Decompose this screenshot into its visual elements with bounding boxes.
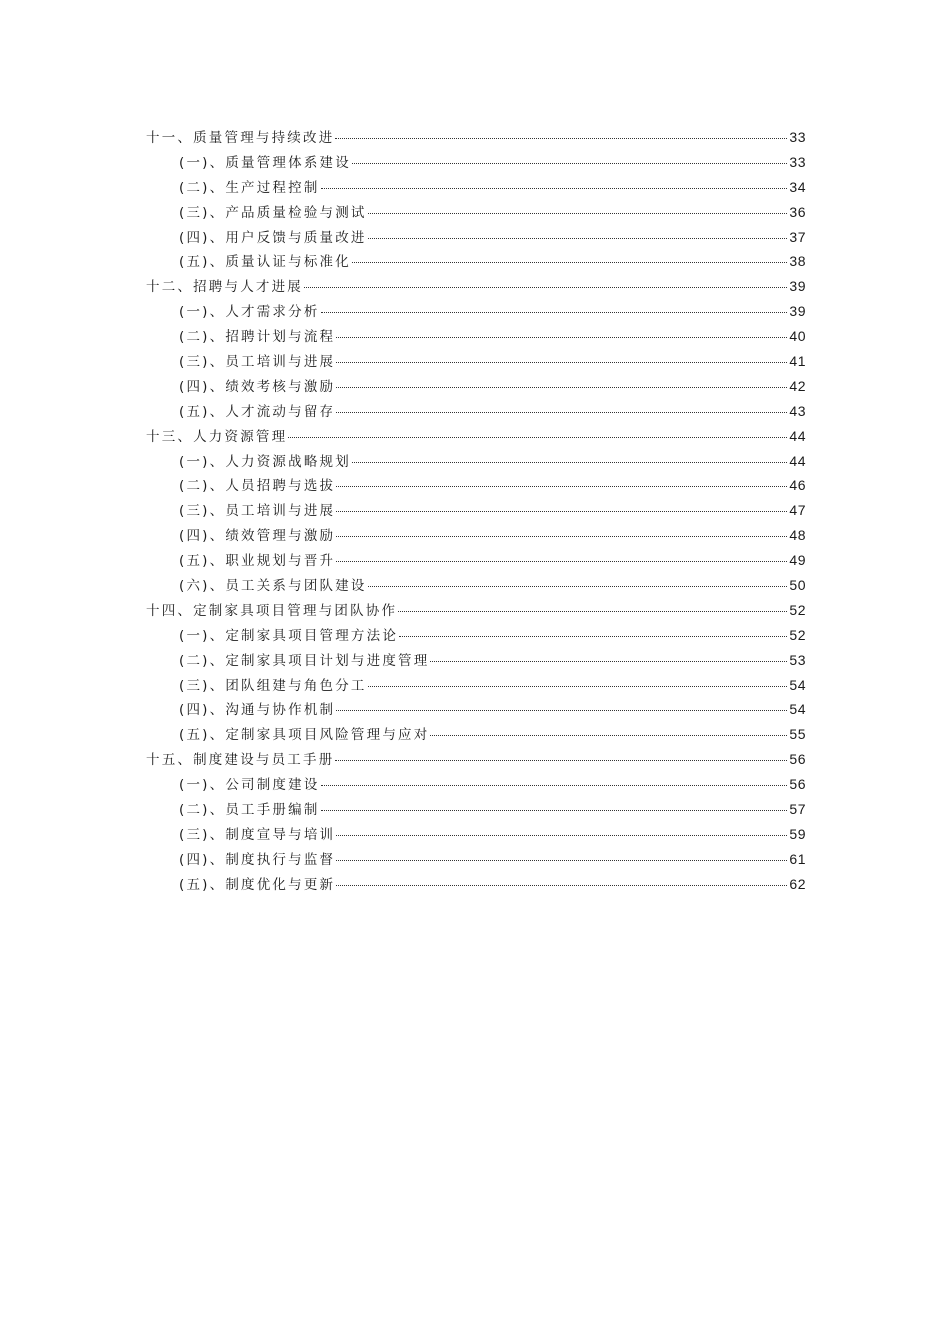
- toc-entry-page-number: 53: [789, 651, 806, 668]
- toc-section-entry[interactable]: [146, 847, 806, 872]
- toc-section-entry[interactable]: [146, 623, 806, 648]
- toc-dot-leader: [368, 586, 788, 587]
- toc-dot-leader: [321, 810, 788, 811]
- toc-dot-leader: [336, 835, 787, 836]
- toc-chapter-entry[interactable]: [146, 598, 806, 623]
- toc-dot-leader: [336, 412, 787, 413]
- toc-section-entry[interactable]: [146, 673, 806, 698]
- toc-entry-page-number: 59: [789, 825, 806, 842]
- toc-entry-page-number: 57: [789, 801, 806, 818]
- toc-section-entry[interactable]: [146, 175, 806, 200]
- toc-dot-leader: [430, 661, 787, 662]
- toc-section-entry[interactable]: [146, 449, 806, 474]
- toc-dot-leader: [336, 337, 787, 338]
- toc-entry-title: (一)、质量管理体系建设: [179, 154, 351, 171]
- toc-section-entry[interactable]: [146, 722, 806, 747]
- toc-dot-leader: [399, 636, 787, 637]
- toc-dot-leader: [336, 710, 787, 711]
- toc-section-entry[interactable]: [146, 200, 806, 225]
- toc-entry-title: (四)、沟通与协作机制: [179, 702, 336, 719]
- toc-dot-leader: [352, 462, 787, 463]
- toc-entry-title: (六)、员工关系与团队建设: [179, 578, 367, 595]
- toc-entry-page-number: 55: [789, 726, 806, 743]
- toc-dot-leader: [335, 138, 787, 139]
- toc-dot-leader: [398, 611, 787, 612]
- toc-entry-title: (二)、定制家具项目计划与进度管理: [179, 652, 430, 669]
- toc-entry-title: (三)、员工培训与进展: [179, 503, 336, 520]
- toc-chapter-entry[interactable]: [146, 125, 806, 150]
- toc-chapter-entry[interactable]: [146, 274, 806, 299]
- toc-section-entry[interactable]: [146, 150, 806, 175]
- toc-section-entry[interactable]: [146, 374, 806, 399]
- toc-entry-title: (五)、职业规划与晋升: [179, 553, 336, 570]
- toc-section-entry[interactable]: [146, 324, 806, 349]
- toc-entry-title: (四)、用户反馈与质量改进: [179, 229, 367, 246]
- toc-dot-leader: [336, 511, 787, 512]
- toc-entry-page-number: 43: [789, 402, 806, 419]
- toc-dot-leader: [336, 860, 787, 861]
- toc-dot-leader: [352, 262, 787, 263]
- toc-section-entry[interactable]: [146, 697, 806, 722]
- toc-entry-page-number: 41: [789, 353, 806, 370]
- toc-section-entry[interactable]: [146, 399, 806, 424]
- toc-entry-title: (二)、招聘计划与流程: [179, 329, 336, 346]
- toc-dot-leader: [430, 735, 787, 736]
- toc-entry-page-number: 52: [789, 626, 806, 643]
- toc-dot-leader: [336, 387, 787, 388]
- toc-section-entry[interactable]: [146, 822, 806, 847]
- toc-section-entry[interactable]: [146, 349, 806, 374]
- toc-entry-title: (三)、员工培训与进展: [179, 354, 336, 371]
- toc-entry-page-number: 34: [789, 178, 806, 195]
- toc-entry-page-number: 33: [789, 129, 806, 145]
- toc-entry-title: (二)、生产过程控制: [179, 179, 320, 196]
- toc-entry-page-number: 49: [789, 552, 806, 569]
- toc-entry-page-number: 61: [789, 850, 806, 867]
- toc-chapter-entry[interactable]: [146, 424, 806, 449]
- toc-entry-page-number: 50: [789, 577, 806, 594]
- toc-entry-page-number: 54: [789, 701, 806, 718]
- toc-section-entry[interactable]: [146, 225, 806, 250]
- toc-entry-title: (一)、定制家具项目管理方法论: [179, 627, 399, 644]
- toc-entry-page-number: 46: [789, 477, 806, 494]
- toc-dot-leader: [304, 287, 787, 288]
- toc-entry-page-number: 54: [789, 676, 806, 693]
- toc-section-entry[interactable]: [146, 249, 806, 274]
- toc-dot-leader: [335, 760, 787, 761]
- toc-entry-page-number: 39: [789, 278, 806, 295]
- toc-dot-leader: [352, 163, 787, 164]
- toc-entry-title: (二)、员工手册编制: [179, 802, 320, 819]
- toc-entry-page-number: 56: [789, 776, 806, 793]
- toc-entry-page-number: 44: [789, 427, 806, 444]
- toc-entry-title: (三)、团队组建与角色分工: [179, 677, 367, 694]
- toc-entry-title: 十四、定制家具项目管理与团队协作: [146, 602, 398, 619]
- toc-entry-page-number: 42: [789, 377, 806, 394]
- toc-entry-title: 十二、招聘与人才进展: [146, 279, 303, 296]
- toc-entry-title: 十一、质量管理与持续改进: [146, 130, 335, 146]
- toc-section-entry[interactable]: [146, 872, 806, 897]
- toc-dot-leader: [321, 312, 788, 313]
- toc-dot-leader: [368, 213, 788, 214]
- toc-section-entry[interactable]: [146, 573, 806, 598]
- toc-entry-title: (四)、绩效考核与激励: [179, 378, 336, 395]
- toc-chapter-entry[interactable]: [146, 747, 806, 772]
- toc-entry-title: 十五、制度建设与员工手册: [146, 752, 335, 769]
- toc-entry-page-number: 52: [789, 601, 806, 618]
- toc-dot-leader: [368, 686, 788, 687]
- toc-entry-title: (三)、制度宣导与培训: [179, 826, 336, 843]
- toc-section-entry[interactable]: [146, 473, 806, 498]
- toc-entry-page-number: 48: [789, 527, 806, 544]
- toc-dot-leader: [336, 362, 787, 363]
- table-of-contents: [146, 125, 806, 897]
- toc-entry-title: (一)、人力资源战略规划: [179, 453, 351, 470]
- toc-dot-leader: [336, 536, 787, 537]
- toc-section-entry[interactable]: [146, 299, 806, 324]
- toc-entry-title: (四)、绩效管理与激励: [179, 528, 336, 545]
- toc-entry-title: (五)、制度优化与更新: [179, 876, 336, 893]
- toc-dot-leader: [321, 188, 788, 189]
- toc-entry-title: (二)、人员招聘与选拔: [179, 478, 336, 495]
- toc-entry-page-number: 38: [789, 253, 806, 270]
- toc-entry-title: (一)、公司制度建设: [179, 777, 320, 794]
- toc-entry-title: (三)、产品质量检验与测试: [179, 204, 367, 221]
- toc-section-entry[interactable]: [146, 797, 806, 822]
- toc-entry-page-number: 56: [789, 751, 806, 768]
- toc-entry-title: (四)、制度执行与监督: [179, 851, 336, 868]
- toc-section-entry[interactable]: [146, 648, 806, 673]
- toc-entry-title: (一)、人才需求分析: [179, 304, 320, 321]
- toc-dot-leader: [368, 238, 788, 239]
- toc-entry-title: (五)、人才流动与留存: [179, 403, 336, 420]
- toc-dot-leader: [336, 885, 787, 886]
- toc-entry-page-number: 62: [789, 875, 806, 892]
- toc-entry-title: (五)、定制家具项目风险管理与应对: [179, 727, 430, 744]
- toc-section-entry[interactable]: [146, 498, 806, 523]
- toc-entry-page-number: 44: [789, 452, 806, 469]
- toc-entry-title: (五)、质量认证与标准化: [179, 254, 351, 271]
- toc-section-entry[interactable]: [146, 523, 806, 548]
- toc-entry-title: 十三、人力资源管理: [146, 428, 288, 445]
- toc-entry-page-number: 39: [789, 303, 806, 320]
- toc-entry-page-number: 33: [789, 153, 806, 170]
- toc-section-entry[interactable]: [146, 548, 806, 573]
- toc-section-entry[interactable]: [146, 772, 806, 797]
- toc-entry-page-number: 37: [789, 228, 806, 245]
- toc-dot-leader: [321, 785, 788, 786]
- toc-dot-leader: [288, 437, 787, 438]
- toc-entry-page-number: 36: [789, 203, 806, 220]
- toc-entry-page-number: 47: [789, 502, 806, 519]
- toc-entry-page-number: 40: [789, 328, 806, 345]
- toc-dot-leader: [336, 486, 787, 487]
- toc-dot-leader: [336, 561, 787, 562]
